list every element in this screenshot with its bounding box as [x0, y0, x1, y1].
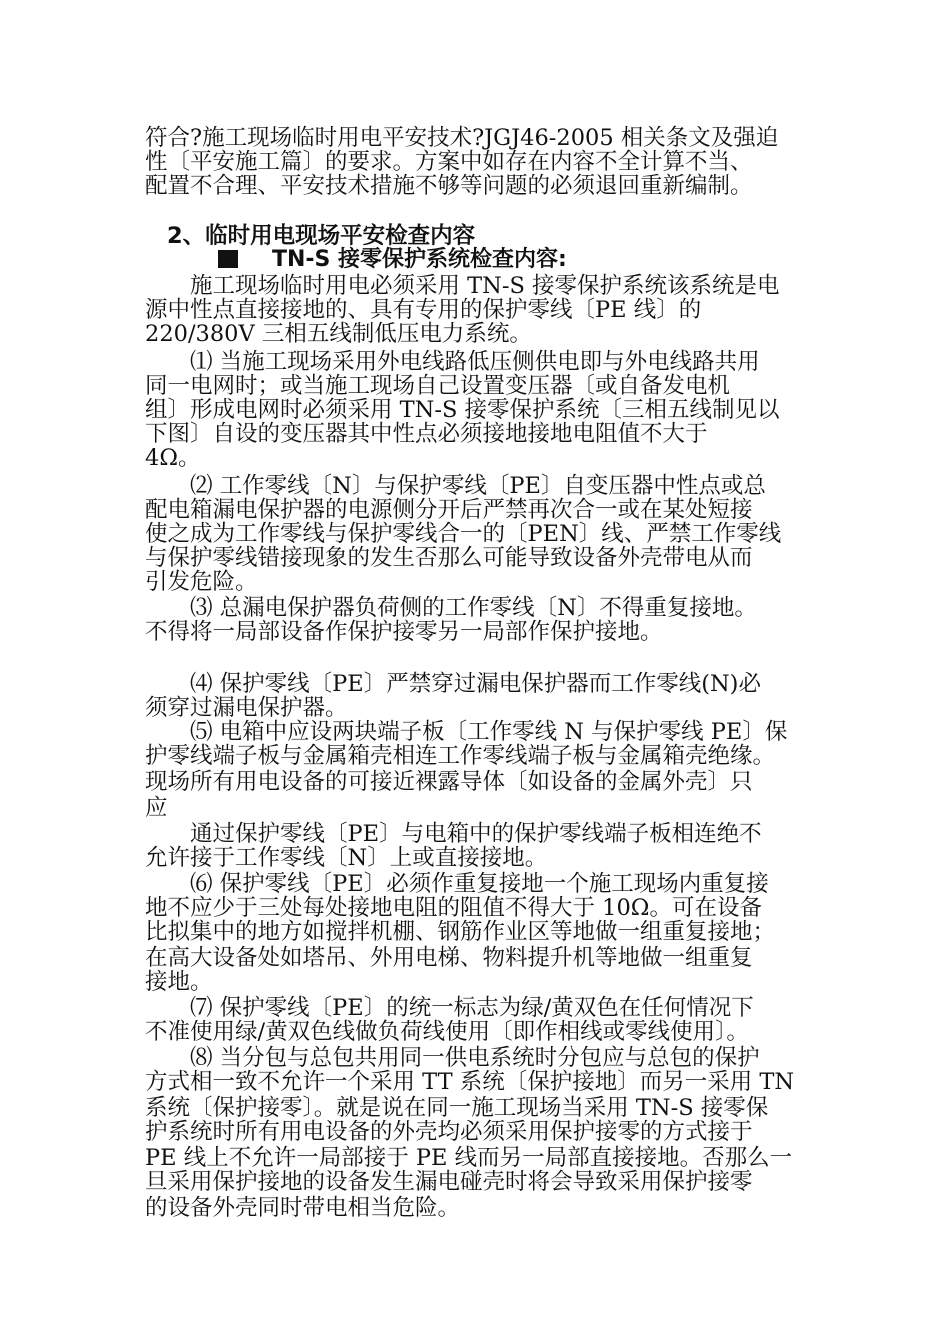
- paragraph-line: 引发危险。: [145, 569, 258, 595]
- paragraph-line: 地不应少于三处每处接地电阻的阻值不得大于 10Ω。可在设备: [145, 895, 762, 921]
- square-bullet-icon: [218, 250, 238, 268]
- paragraph-line: 施工现场临时用电必须采用 TN-S 接零保护系统该系统是电: [190, 273, 780, 299]
- paragraph-line: 与保护零线错接现象的发生否那么可能导致设备外壳带电从而: [145, 545, 753, 571]
- paragraph-line: PE 线上不允许一局部接于 PE 线而另一局部直接接地。否那么一: [145, 1145, 793, 1171]
- paragraph-line: 配电箱漏电保护器的电源侧分开后严禁再次合一或在某处短接: [145, 497, 753, 523]
- paragraph-line: 允许接于工作零线〔N〕上或直接接地。: [145, 845, 548, 871]
- paragraph-line: 使之成为工作零线与保护零线合一的〔PEN〕线、严禁工作零线: [145, 521, 782, 547]
- paragraph-line: 应: [145, 795, 168, 821]
- paragraph-line: 4Ω。: [145, 445, 201, 471]
- paragraph-line: 源中性点直接接地的、具有专用的保护零线〔PE 线〕的: [145, 297, 702, 323]
- paragraph-line: ⑸ 电箱中应设两块端子板〔工作零线 N 与保护零线 PE〕保: [190, 719, 788, 745]
- paragraph-line: 组〕形成电网时必须采用 TN-S 接零保护系统〔三相五线制见以: [145, 397, 780, 423]
- paragraph-line: 护系统时所有用电设备的外壳均必须采用保护接零的方式接于: [145, 1119, 753, 1145]
- paragraph-line: ⑹ 保护零线〔PE〕必须作重复接地一个施工现场内重复接: [190, 871, 769, 897]
- subheading-text: TN-S 接零保护系统检查内容:: [272, 247, 567, 272]
- paragraph-line: 220/380V 三相五线制低压电力系统。: [145, 321, 532, 347]
- paragraph-line: 不得将一局部设备作保护接零另一局部作保护接地。: [145, 619, 663, 645]
- paragraph-line: 同一电网时；或当施工现场自己设置变压器〔或自备发电机: [145, 373, 731, 399]
- paragraph-line: 在高大设备处如塔吊、外用电梯、物料提升机等地做一组重复: [145, 945, 753, 971]
- paragraph-line: 比拟集中的地方如搅拌机棚、钢筋作业区等地做一组重复接地；: [145, 919, 776, 945]
- intro-line: 配置不合理、平安技术措施不够等问题的必须退回重新编制。: [145, 173, 753, 199]
- paragraph-line: ⑺ 保护零线〔PE〕的统一标志为绿/黄双色在任何情况下: [190, 995, 754, 1021]
- paragraph-line: ⑴ 当施工现场采用外电线路低压侧供电即与外电线路共用: [190, 349, 760, 375]
- paragraph-line: 系统〔保护接零〕。就是说在同一施工现场当采用 TN-S 接零保: [145, 1095, 769, 1121]
- paragraph-line: 通过保护零线〔PE〕与电箱中的保护零线端子板相连绝不: [190, 821, 762, 847]
- section-subheading: [218, 248, 567, 272]
- paragraph-line: 下图〕自设的变压器其中性点必须接地接地电阻值不大于: [145, 421, 708, 447]
- paragraph-line: 旦采用保护接地的设备发生漏电碰壳时将会导致采用保护接零: [145, 1169, 753, 1195]
- paragraph-line: ⑻ 当分包与总包共用同一供电系统时分包应与总包的保护: [190, 1045, 760, 1071]
- paragraph-line: 护零线端子板与金属箱壳相连工作零线端子板与金属箱壳绝缘。: [145, 743, 776, 769]
- intro-line: 符合?施工现场临时用电平安技术?JGJ46-2005 相关条文及强迫: [145, 125, 779, 151]
- intro-line: 性〔平安施工篇〕的要求。方案中如存在内容不全计算不当、: [145, 149, 753, 175]
- paragraph-line: 接地。: [145, 969, 213, 995]
- paragraph-line: ⑷ 保护零线〔PE〕严禁穿过漏电保护器而工作零线(N)必: [190, 671, 761, 697]
- paragraph-line: 方式相一致不允许一个采用 TT 系统〔保护接地〕而另一采用 TN: [145, 1069, 795, 1095]
- paragraph-line: ⑵ 工作零线〔N〕与保护零线〔PE〕自变压器中性点或总: [190, 473, 766, 499]
- paragraph-line: 须穿过漏电保护器。: [145, 695, 348, 721]
- paragraph-line: ⑶ 总漏电保护器负荷侧的工作零线〔N〕不得重复接地。: [190, 595, 757, 621]
- section-heading: 2、临时用电现场平安检查内容: [167, 223, 476, 249]
- paragraph-line: 的设备外壳同时带电相当危险。: [145, 1195, 461, 1221]
- paragraph-line: 现场所有用电设备的可接近裸露导体〔如设备的金属外壳〕只: [145, 769, 753, 795]
- paragraph-line: 不准使用绿/黄双色线做负荷线使用〔即作相线或零线使用〕。: [145, 1019, 749, 1045]
